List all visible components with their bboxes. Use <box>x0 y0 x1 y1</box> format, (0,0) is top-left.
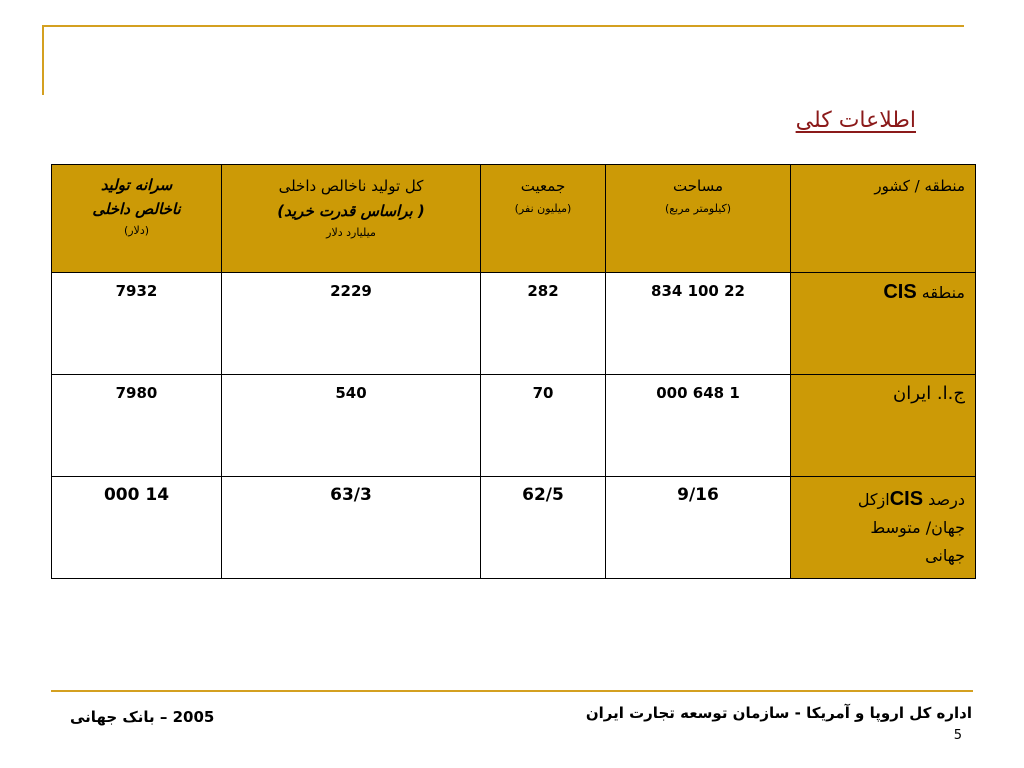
cell-area: 1 648 000 <box>606 375 791 477</box>
cell-area: 9/16 <box>606 477 791 579</box>
header-region: منطقه / کشور <box>791 165 976 273</box>
row-label-cis-share: درصد CISازکل جهان/ متوسط جهانی <box>791 477 976 579</box>
cell-per-capita: 7932 <box>52 273 222 375</box>
header-area-title: مساحت <box>673 177 723 195</box>
header-gdp <box>222 165 481 273</box>
cell-gdp: 63/3 <box>222 477 481 579</box>
row-label-cis: منطقه CIS <box>791 273 976 375</box>
cell-population: 62/5 <box>481 477 606 579</box>
table-row <box>52 273 976 375</box>
table-row <box>52 477 976 579</box>
footer-source: 2005 – بانک جهانی <box>70 708 215 726</box>
header-gdp-title: کل تولید ناخالص داخلی <box>278 177 424 195</box>
header-population <box>481 165 606 273</box>
footer-organization: اداره کل اروپا و آمریکا - سازمان توسعه تجارت ایران <box>585 704 972 722</box>
cell-per-capita: 7980 <box>52 375 222 477</box>
frame-top-line <box>42 25 964 27</box>
cell-population: 70 <box>481 375 606 477</box>
header-gdp-unit: میلیارد دلار <box>326 226 376 239</box>
header-per-capita-line1: سرانه تولید <box>100 176 173 194</box>
table-row <box>52 375 976 477</box>
row-label-iran: ج.ا. ایران <box>791 375 976 477</box>
header-gdp-basis: ( براساس قدرت خرید) <box>277 202 425 220</box>
header-per-capita-unit: (دلار) <box>123 224 150 237</box>
footer-divider <box>51 690 973 692</box>
header-area-unit: (کیلومتر مربع) <box>664 202 732 215</box>
page-number: 5 <box>953 728 962 743</box>
table-header-row <box>52 165 976 273</box>
header-per-capita-line2: ناخالص داخلی <box>92 200 181 218</box>
cell-area: 22 100 834 <box>606 273 791 375</box>
header-population-title: جمعیت <box>520 177 566 195</box>
cell-population: 282 <box>481 273 606 375</box>
data-table <box>51 164 976 579</box>
frame-left-line <box>42 25 44 95</box>
cell-per-capita: 14 000 <box>52 477 222 579</box>
cell-gdp: 2229 <box>222 273 481 375</box>
header-area <box>606 165 791 273</box>
header-per-capita <box>52 165 222 273</box>
cell-gdp: 540 <box>222 375 481 477</box>
slide-title: اطلاعات کلی <box>795 108 916 133</box>
header-population-unit: (میلیون نفر) <box>514 202 572 215</box>
